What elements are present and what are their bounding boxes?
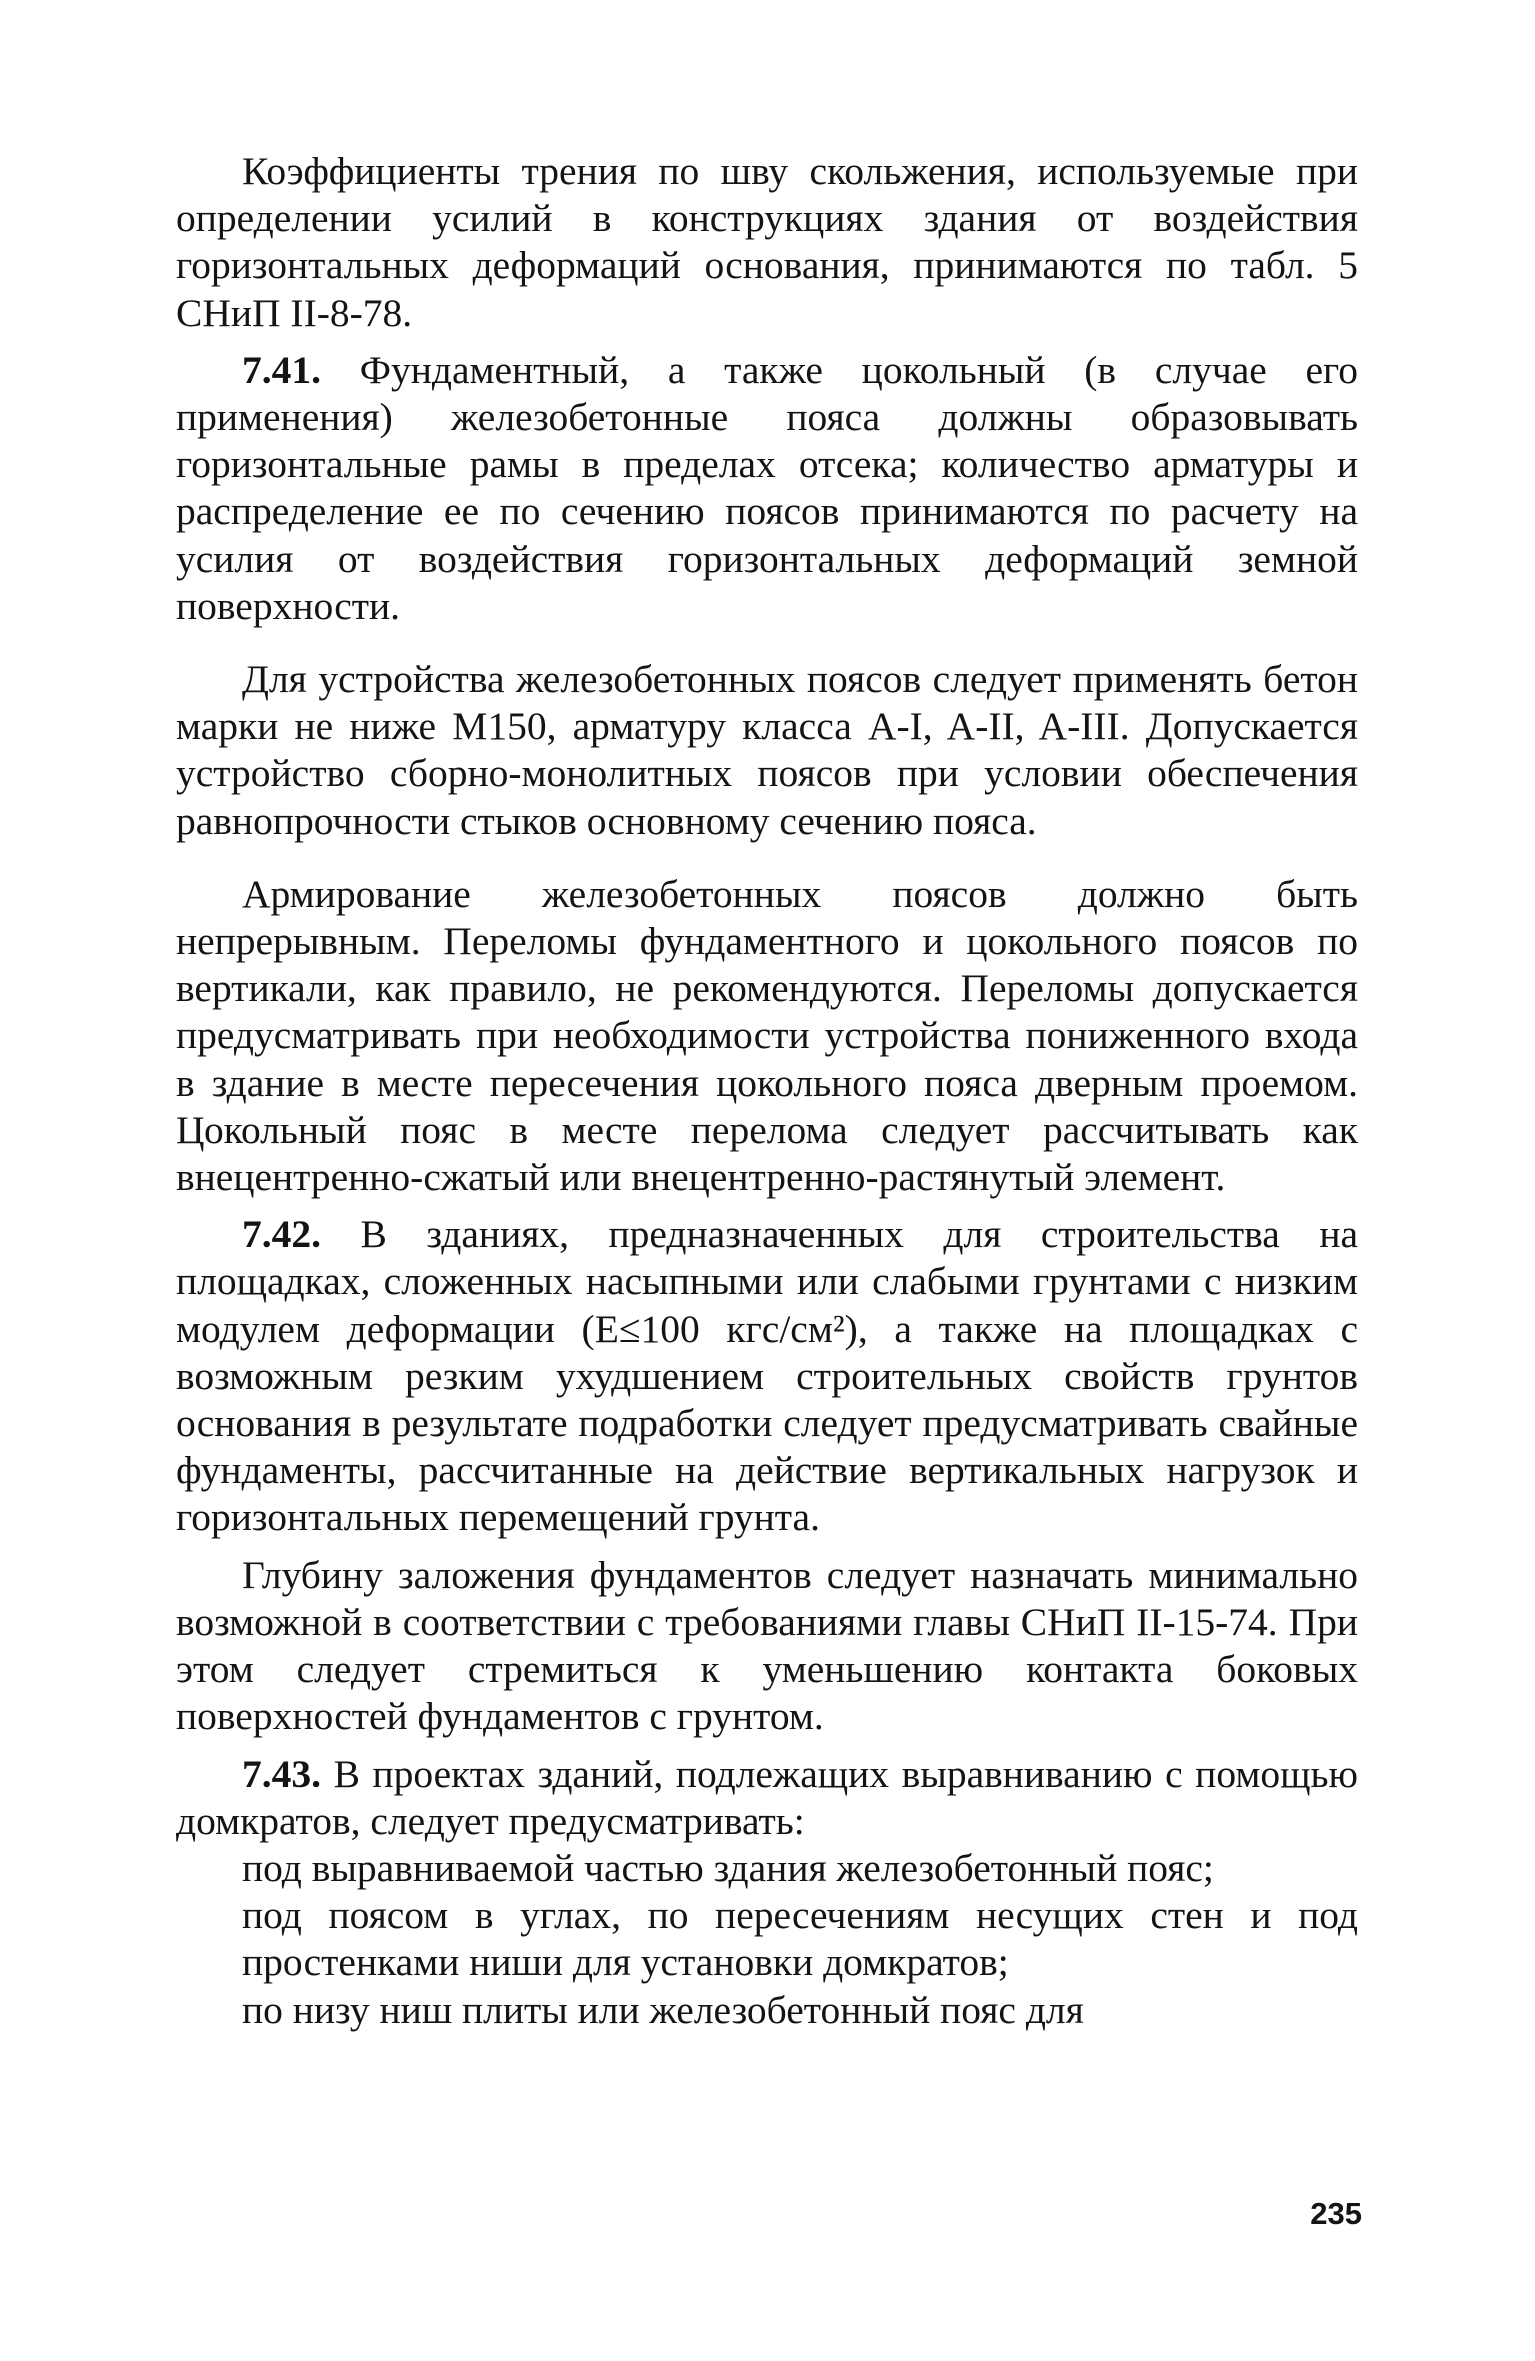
paragraph-reinforcement — [176, 871, 1358, 1201]
clause-number: 7.42. — [242, 1212, 321, 1257]
clause-number: 7.41. — [242, 347, 321, 392]
page-number: 235 — [1310, 2196, 1362, 2231]
list-item-text: под поясом в углах, по пересечениям несущих стен и под простенками ниши для установки домкратов; — [242, 1893, 1358, 1985]
paragraph-7-43 — [176, 1751, 1358, 1845]
paragraph-text: Для устройства железобетонных поясов следует применять бетон марки не ниже М150, арматуру класса A-I, A-II, A-III. Допускается устройство сборно-монолитных поясов при условии обеспечения равнопрочности стыков основному сечению пояса. — [176, 657, 1358, 843]
list-item — [176, 1892, 1358, 1986]
paragraph-friction-coefficients — [176, 148, 1358, 337]
paragraph-7-42 — [176, 1211, 1358, 1541]
list-item-text: под выравниваемой частью здания железобетонный пояс; — [242, 1845, 1214, 1890]
paragraph-text: В проектах зданий, подлежащих выравниванию с помощью домкратов, следует предусматривать: — [176, 1751, 1359, 1843]
body-text — [176, 148, 1358, 2034]
list-item-text: по низу ниш плиты или железобетонный пояс для — [242, 1987, 1084, 2032]
paragraph-foundation-depth — [176, 1552, 1358, 1741]
paragraph-text: Глубину заложения фундаментов следует назначать минимально возможной в соответствии с требованиями главы СНиП II-15-74. При этом следует стремиться к уменьшению контакта боковых поверхностей фундаментов с грунтом. — [176, 1552, 1358, 1739]
paragraph-7-41 — [176, 347, 1358, 630]
paragraph-text: Коэффициенты трения по шву скольжения, используемые при определении усилий в конструкциях здания от воздействия горизонтальных деформаций основания, принимаются по табл. 5 СНиП II-8-78. — [176, 149, 1358, 335]
paragraph-text: Армирование железобетонных поясов должно быть непрерывным. Переломы фундаментного и цокольного поясов по вертикали, как правило, не рекомендуются. Переломы допускается предусматривать при необходимости устройства пониженного входа в здание в месте пересечения цокольного пояса дверным проемом. Цокольный пояс в месте перелома следует рассчитывать как внецентренно-сжатый или внецентренно-растянутый элемент. — [176, 871, 1358, 1200]
clause-number: 7.43. — [242, 1751, 321, 1796]
paragraph-text: Фундаментный, а также цокольный (в случае его применения) железобетонные пояса должны образовывать горизонтальные рамы в пределах отсека; количество арматуры и распределение ее по сечению поясов принимаются по расчету на усилия от воздействия горизонтальных деформаций земной поверхности. — [176, 347, 1359, 628]
paragraph-text: В зданиях, предназначенных для строительства на площадках, сложенных насыпными или слабыми грунтами с низким модулем деформации (E≤100 кгс/см²), а также на площадках с возможным резким ухудшением строительных свойств грунтов основания в результате подработки следует предусматривать свайные фундаменты, рассчитанные на действие вертикальных нагрузок и горизонтальных перемещений грунта. — [176, 1212, 1358, 1540]
list-item — [176, 1987, 1358, 2034]
list-item — [176, 1845, 1358, 1892]
paragraph-reinforced-concrete-belts — [176, 656, 1358, 845]
